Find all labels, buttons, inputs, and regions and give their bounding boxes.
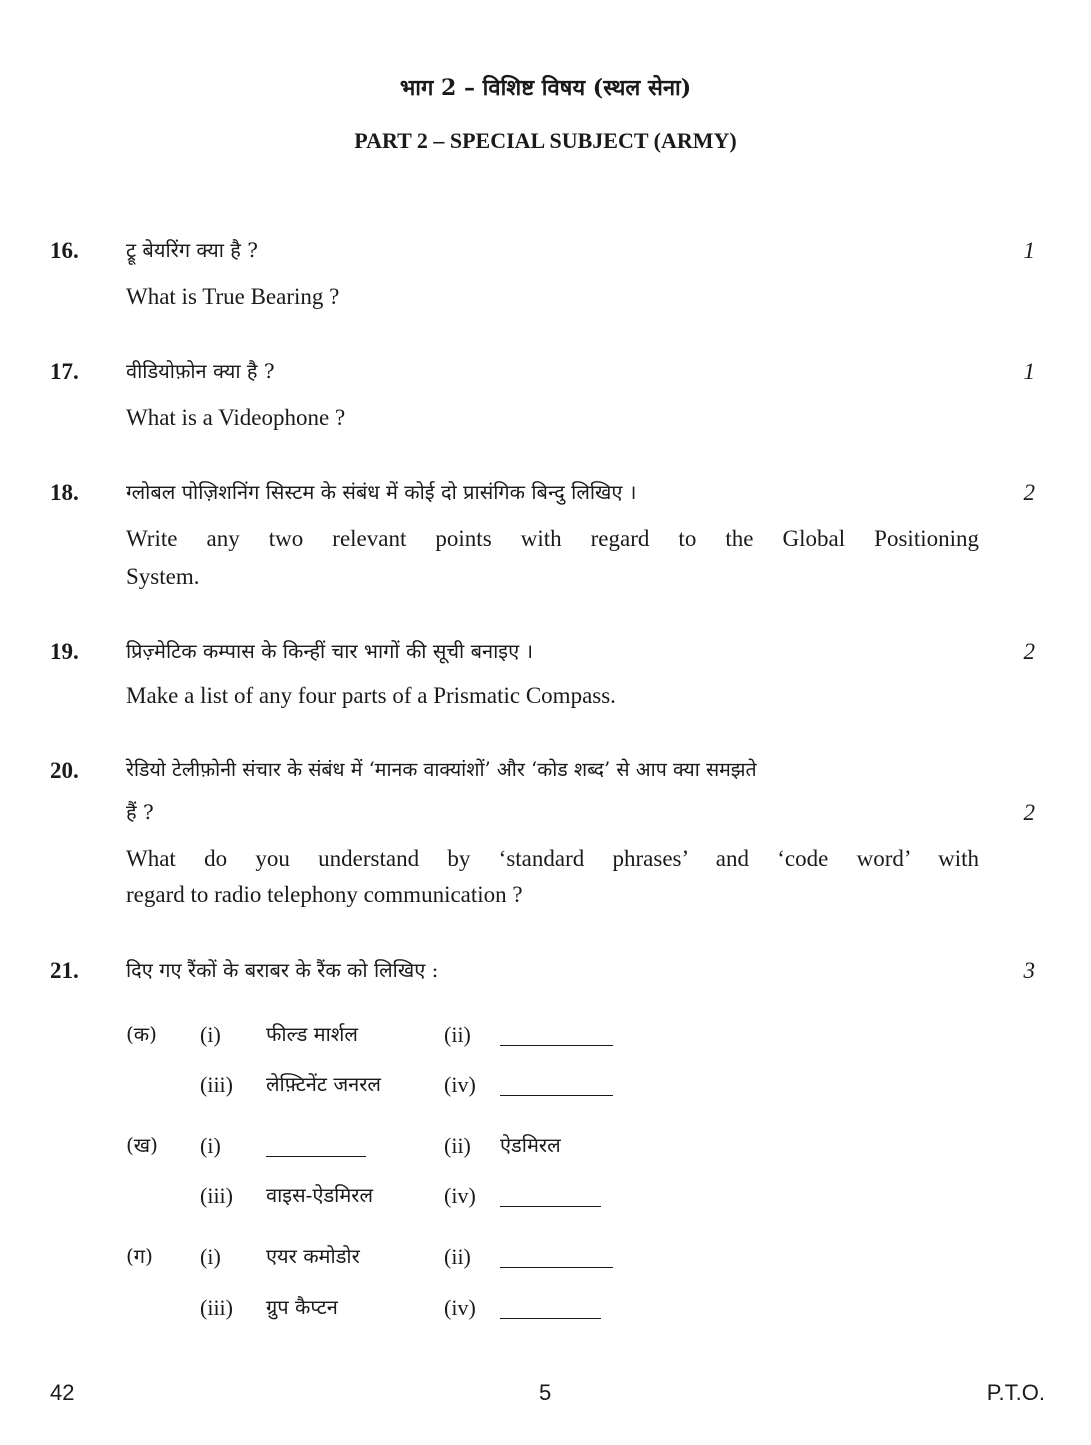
group-label: (ख)	[126, 1133, 158, 1157]
answer-blank	[500, 1206, 601, 1207]
page-number: 5	[539, 1380, 552, 1405]
question-marks: 1	[1023, 238, 1035, 263]
item-number: (iv)	[444, 1072, 476, 1097]
item-number: (i)	[200, 1244, 221, 1269]
group-label: (क)	[126, 1022, 157, 1046]
question-text-hindi-line2: हैं ?	[126, 800, 154, 824]
section-title-english: PART 2 – SPECIAL SUBJECT (ARMY)	[354, 128, 737, 153]
question-text-hindi: दिए गए रैंकों के बराबर के रैंक को लिखिए :	[126, 958, 439, 982]
question-text-hindi: ट्रू बेयरिंग क्या है ?	[126, 238, 258, 262]
question-number: 19.	[50, 639, 79, 664]
pto-label: P.T.O.	[986, 1380, 1045, 1405]
rank-name: एयर कमोडोर	[266, 1244, 360, 1268]
question-number: 16.	[50, 238, 79, 263]
answer-blank	[500, 1267, 613, 1268]
item-number: (ii)	[444, 1133, 471, 1158]
question-text-english-line1: Write any two relevant points with regard to the Global Positioning	[126, 526, 979, 551]
rank-name: लेफ़्टिनेंट जनरल	[266, 1072, 381, 1096]
rank-name: फील्ड मार्शल	[266, 1022, 358, 1046]
rank-name: वाइस-ऐडमिरल	[266, 1183, 374, 1207]
question-text-hindi: वीडियोफ़ोन क्या है ?	[126, 359, 275, 383]
answer-blank	[500, 1095, 613, 1096]
item-number: (iii)	[200, 1072, 233, 1097]
question-marks: 3	[1023, 958, 1035, 983]
item-number: (i)	[200, 1022, 221, 1047]
answer-blank	[266, 1156, 366, 1157]
question-marks: 2	[1023, 639, 1035, 664]
answer-blank	[500, 1045, 613, 1046]
question-number: 20.	[50, 758, 79, 783]
question-text-hindi: ग्लोबल पोज़िशनिंग सिस्टम के संबंध में कोई दो प्रासंगिक बिन्दु लिखिए ।	[126, 480, 637, 504]
question-text-hindi-line1: रेडियो टेलीफ़ोनी संचार के संबंध में ‘मानक वाक्यांशों’ और ‘कोड शब्द’ से आप क्या समझते	[126, 758, 757, 781]
section-title-hindi: भाग 2 – विशिष्ट विषय (स्थल सेना)	[399, 75, 692, 101]
rank-name: ग्रुप कैप्टन	[266, 1295, 338, 1319]
question-text-english: What is True Bearing ?	[126, 284, 340, 309]
item-number: (iii)	[200, 1295, 233, 1320]
paper-code: 42	[50, 1380, 75, 1405]
group-label: (ग)	[126, 1244, 153, 1268]
item-number: (iv)	[444, 1295, 476, 1320]
item-number: (ii)	[444, 1022, 471, 1047]
question-text-english: Make a list of any four parts of a Prismatic Compass.	[126, 683, 616, 708]
question-number: 17.	[50, 359, 79, 384]
answer-blank	[500, 1318, 601, 1319]
rank-name: ऐडमिरल	[500, 1133, 561, 1157]
question-number: 18.	[50, 480, 79, 505]
item-number: (iv)	[444, 1183, 476, 1208]
question-marks: 2	[1023, 480, 1035, 505]
question-text-hindi: प्रिज़्मेटिक कम्पास के किन्हीं चार भागों की सूची बनाइए ।	[126, 639, 534, 663]
question-text-english-line1: What do you understand by ‘standard phrases’ and ‘code word’ with	[126, 846, 979, 871]
item-number: (ii)	[444, 1244, 471, 1269]
question-marks: 1	[1023, 359, 1035, 384]
question-number: 21.	[50, 958, 79, 983]
question-marks: 2	[1023, 800, 1035, 825]
question-text-english: What is a Videophone ?	[126, 405, 346, 430]
question-text-english-line2: regard to radio telephony communication ?	[126, 882, 523, 907]
item-number: (i)	[200, 1133, 221, 1158]
question-text-english-line2: System.	[126, 564, 200, 589]
item-number: (iii)	[200, 1183, 233, 1208]
